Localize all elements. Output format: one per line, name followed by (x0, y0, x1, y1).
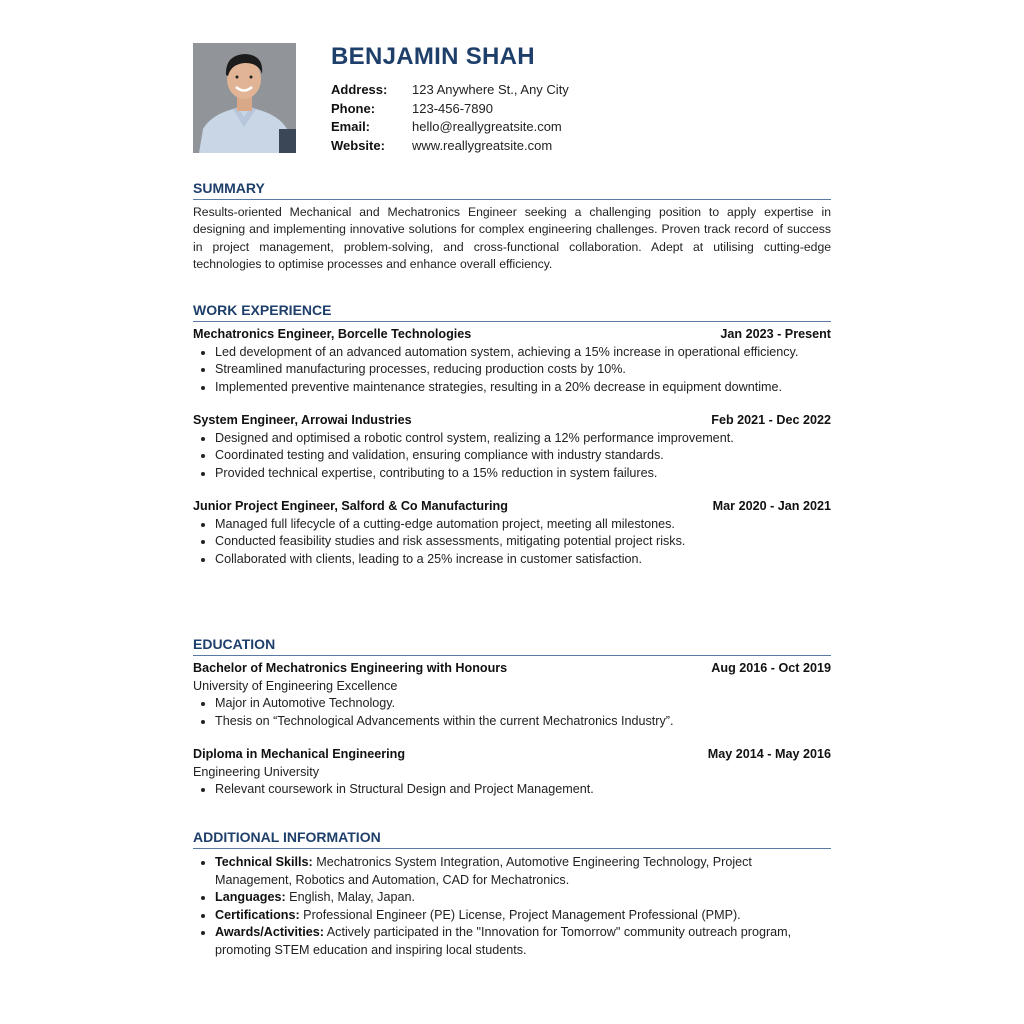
education-header (193, 746, 831, 764)
school-name: University of Engineering Excellence (193, 678, 398, 693)
contact-row-address (331, 81, 569, 100)
item-text: English, Malay, Japan. (285, 890, 415, 904)
job-header (193, 412, 831, 430)
item-label: Technical Skills: (215, 855, 313, 869)
list-item (215, 854, 831, 889)
person-photo-illustration (193, 43, 296, 153)
candidate-name: BENJAMIN SHAH (331, 43, 535, 70)
contact-row-website (331, 137, 569, 156)
contact-details (331, 81, 569, 155)
summary-text: Results-oriented Mechanical and Mechatronics Engineer seeking a challenging position to apply expertise in designing and implementing innovative solutions for complex engineering challenges. Proven track record of success in project management, problem-solving, and cross-functional collaboration. Adept at utilising cutting-edge technologies to optimise processes and enhance overall efficiency. (193, 205, 831, 272)
list-item: • Designed and optimised a robotic control system, realizing a 12% performance improvement. (215, 430, 831, 448)
education-entry (193, 660, 831, 730)
section-title: SUMMARY (193, 179, 831, 200)
list-item: • Major in Automotive Technology. (215, 695, 831, 713)
education-section (193, 635, 831, 815)
additional-information-section (193, 828, 831, 959)
list-item: • Provided technical expertise, contributing to a 15% reduction in system failures. (215, 465, 831, 483)
list-item: • Streamlined manufacturing processes, reducing production costs by 10%. (215, 361, 831, 379)
education-header (193, 660, 831, 678)
degree-name: Diploma in Mechanical Engineering (193, 747, 406, 761)
job-dates: Feb 2021 - Dec 2022 (711, 413, 831, 427)
education-entry (193, 746, 831, 799)
list-item: • Led development of an advanced automation system, achieving a 15% increase in operational efficiency. (215, 344, 831, 362)
section-title: WORK EXPERIENCE (193, 301, 831, 322)
summary-section (193, 179, 831, 274)
education-bullets (193, 781, 831, 799)
job-role: Junior Project Engineer, Salford & Co Manufacturing (193, 499, 508, 513)
list-item (215, 924, 831, 959)
job-role: Mechatronics Engineer, Borcelle Technologies (193, 327, 472, 341)
education-bullets (193, 695, 831, 730)
item-text: Actively participated in the "Innovation for Tomorrow" community outreach program, promoting STEM education and inspiring local students. (215, 925, 792, 957)
contact-label: Website: (331, 137, 385, 153)
job-entry (193, 326, 831, 396)
degree-name: Bachelor of Mechatronics Engineering with Honours (193, 661, 508, 675)
list-item: • Thesis on “Technological Advancements within the current Mechatronics Industry”. (215, 713, 831, 731)
contact-label: Address: (331, 82, 388, 97)
job-header (193, 326, 831, 344)
profile-photo (193, 43, 296, 153)
list-item: • Relevant coursework in Structural Design and Project Management. (215, 781, 831, 799)
list-item: • Implemented preventive maintenance strategies, resulting in a 20% decrease in equipment downtime. (215, 379, 831, 397)
contact-row-phone (331, 100, 569, 119)
job-dates: Mar 2020 - Jan 2021 (712, 499, 831, 513)
job-entry (193, 498, 831, 568)
job-entry (193, 412, 831, 482)
contact-label: Email: (331, 119, 371, 134)
school-name: Engineering University (193, 764, 319, 779)
job-dates: Jan 2023 - Present (720, 327, 831, 341)
section-title: ADDITIONAL INFORMATION (193, 828, 831, 849)
list-item (215, 907, 831, 925)
work-experience-section (193, 301, 831, 584)
contact-row-email (331, 118, 569, 137)
item-label: Certifications: (215, 907, 300, 922)
contact-value: 123-456-7890 (412, 100, 493, 116)
education-dates: Aug 2016 - Oct 2019 (711, 661, 831, 675)
contact-label: Phone: (331, 100, 376, 116)
item-label: Awards/Activities: (215, 925, 324, 939)
job-bullets (193, 430, 831, 483)
contact-value: 123 Anywhere St., Any City (412, 82, 569, 97)
list-item: • Managed full lifecycle of a cutting-edge automation project, meeting all milestones. (215, 516, 831, 534)
education-dates: May 2014 - May 2016 (707, 747, 831, 761)
item-text: Mechatronics System Integration, Automotive Engineering Technology, Project Management, Robotics and Automation, CAD for Mechatronics. (215, 855, 752, 887)
item-text: Professional Engineer (PE) License, Project Management Professional (PMP). (299, 907, 741, 922)
list-item (215, 889, 831, 907)
contact-value: www.reallygreatsite.com (412, 137, 553, 153)
list-item: • Conducted feasibility studies and risk assessments, mitigating potential project risks. (215, 533, 831, 551)
job-bullets (193, 516, 831, 569)
list-item: • Coordinated testing and validation, ensuring compliance with industry standards. (215, 447, 831, 465)
additional-bullets (193, 854, 831, 959)
job-role: System Engineer, Arrowai Industries (193, 413, 412, 427)
section-title: EDUCATION (193, 635, 831, 656)
list-item: • Collaborated with clients, leading to a 25% increase in customer satisfaction. (215, 551, 831, 569)
item-label: Languages: (215, 890, 286, 904)
job-header (193, 498, 831, 516)
job-bullets (193, 344, 831, 397)
contact-value: hello@reallygreatsite.com (412, 119, 562, 134)
